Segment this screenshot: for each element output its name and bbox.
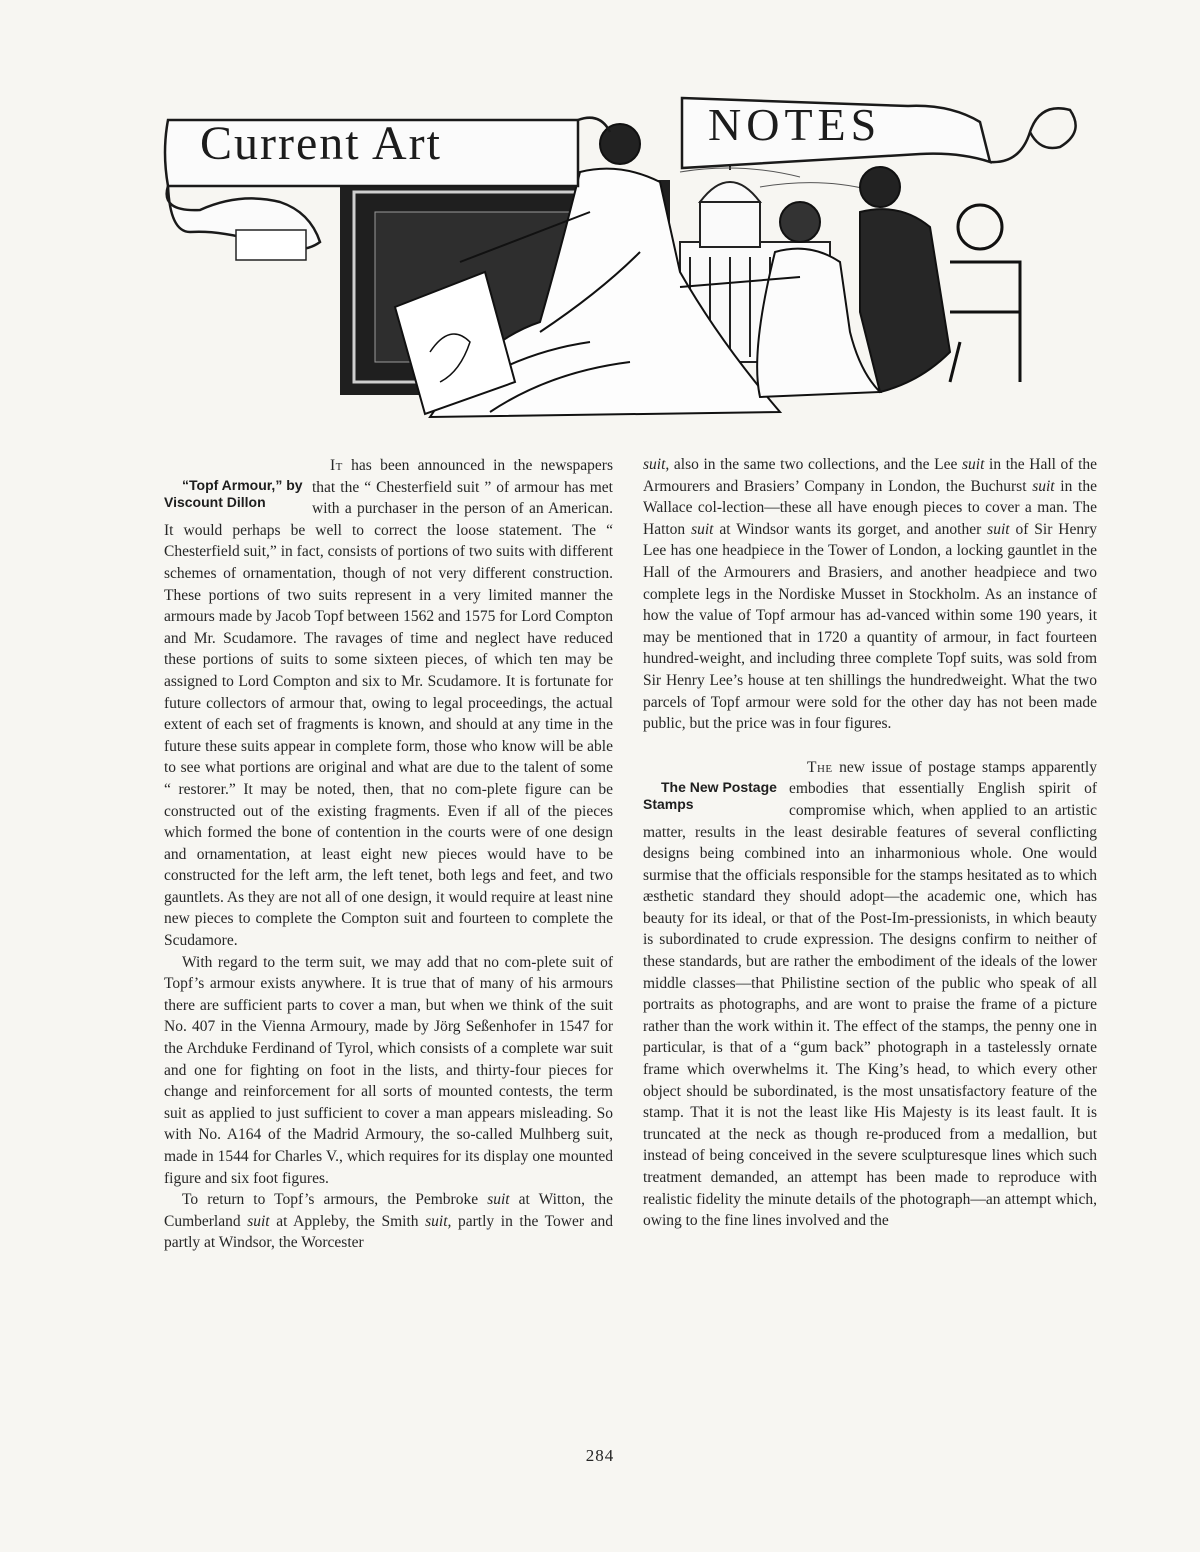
paragraph-text: new issue of postage stamps apparently embodies that essentially English spirit of compromise which, when applied to an artistic matter, results in the least desirable features of several conflicting designs being combined into an inharmonious whole. One would surmise that the officials responsible for the stamps hesitated as to which æsthetic standard they should adopt—the academic one, which has beauty for its ideal, or that of the Post-Im-pressionists, in which beauty is subordinated to crude expression. The designs confirm to neither of these standards, but are rather the embodiment of the ideals of the lower middle classes—that Philistine section of the public who speak of all portraits as photographs, and are wont to praise the frame of a picture rather than the work within it. The effect of the stamps, the penny one in particular, is that of a “gum back” photograph in a tastelessly ornate frame which overwhelms it. The King’s head, to which every other object should be subordinated, is the most unsatisfactory feature of the stamp. That it is not the least like His Majesty is its least fault. It is truncated at the neck as though re-produced from a medallion, but instead of being conceived in the severe sculpturesque lines which such treatment demanded, an attempt has been made to reproduce with realistic fidelity the minute details of the photograph—an attempt which, owing to the fine lines involved and the: [643, 758, 1097, 1230]
chair: [950, 205, 1020, 382]
standing-woman-figure: [860, 167, 950, 392]
paragraph-text: in the Wallace col-lection—these all have enough pieces to cover a man. The Hatton: [643, 477, 1097, 538]
article-paragraph: [643, 454, 1097, 735]
signature-box: [236, 230, 306, 260]
left-column: [164, 455, 613, 1254]
paragraph-text: at Windsor wants its gorget, and another: [713, 520, 988, 538]
paragraph-text: has been announced in the newspapers that the “ Chesterfield suit ” of armour has met with a purchaser in the person of an American. It would perhaps be well to correct the loose statement. The “ Chesterfield suit,” in fact, consists of portions of two suits with different schemes of ornamentation, though of not very different construction. These portions of two suits represent in a very limited manner the armours made by Jacob Topf between 1562 and 1575 for Lord Compton and Mr. Scudamore. The ravages of time and neglect have reduced these portions of suits to some sixteen pieces, of which ten may be assigned to Lord Compton and six to Mr. Scudamore. It is fortunate for future collectors of armour that, owing to legal proceedings, the actual extent of each set of fragments is known, and should at any time in the future these suits appear in complete form, those who know will be able to see what portions are original and what are due to the talent of some “ restorer.” It may be noted, then, that no com-plete figure can be constructed out of the existing fragments. Even if all of the pieces which formed the bone of contention in the courts were of one design and ornamentation, at least eight new pieces would have to be constructed for the left arm, the left tenet, both legs and feet, and two gauntlets. As they are not all of one design, it would require at least nine new pieces to complete the Compton suit and fourteen to complete the Scudamore.: [164, 457, 613, 950]
italic-word: suit: [691, 520, 714, 538]
paragraph-text: also in the same two collections, and the Lee: [669, 456, 963, 473]
page-number: 284: [585, 1446, 615, 1465]
italic-word: suit: [247, 1212, 270, 1230]
italic-word: suit: [487, 1191, 510, 1209]
paragraph-text: in the Hall of the Armourers and Brasiers’ Company in London, the Buchurst: [643, 456, 1098, 495]
sidenote-postage-stamps: The New Postage Stamps: [643, 778, 777, 812]
right-column: [643, 454, 1097, 1232]
article-paragraph: [164, 455, 613, 952]
section-gap: [643, 735, 1097, 757]
banner-title-left: Current Art: [200, 117, 442, 170]
italic-word: suit: [987, 520, 1010, 538]
paragraph-text: at Witton, the Cumberland: [164, 1191, 613, 1230]
banner-title-right: NOTES: [708, 99, 882, 150]
paragraph-text: With regard to the term suit, we may add that no com-plete suit of Topf’s armour exists anywhere. It is true that of many of his armours there are sufficient parts to cover a man, but when we think of the suit No. 407 in the Vienna Armoury, made by Jörg Seßenhofer in 1547 for the Archduke Ferdinand of Tyrol, which consists of a complete war suit and one for fighting on foot in the lists, and thirty-four pieces for change and reinforcement for all sorts of mounted contests, the term suit as applied to just sufficient to cover a man appears misleading. So with No. A164 of the Madrid Armoury, the so-called Mulhberg suit, made in 1544 for Charles V., which requires for its display one mounted figure and six foot figures.: [164, 953, 613, 1187]
italic-word: suit: [962, 456, 985, 473]
paragraph-text: To return to Topf’s armours, the Pembroke: [182, 1191, 488, 1209]
header-illustration: [160, 92, 1090, 422]
drop-lead: It: [330, 457, 343, 474]
sidenote-topf-armour: “Topf Armour,” by Viscount Dillon: [164, 477, 303, 510]
italic-word: suit,: [643, 456, 670, 473]
article-paragraph: [643, 757, 1097, 1232]
article-paragraph: [164, 1189, 613, 1254]
paragraph-text: at Appleby, the Smith: [269, 1212, 426, 1230]
article-paragraph: [164, 952, 613, 1190]
italic-word: suit: [1032, 477, 1055, 495]
drop-lead: The: [807, 758, 833, 776]
paragraph-text: of Sir Henry Lee has one headpiece in the Tower of London, a locking gauntlet in the Hall of the Armourers and Brasiers, and another headpiece and two complete legs in the Nordiske Musset in Stockholm. As an instance of how the value of Topf armour has ad-vanced within some 190 years, it may be mentioned that in 1720 a quantity of armour, in fact fourteen hundred-weight, and including three complete Topf suits, was sold from Sir Henry Lee’s house at ten shillings the hundredweight. What the two parcels of Topf armour were sold for the other day has not been made public, but the price was in four figures.: [643, 520, 1097, 733]
italic-word: suit,: [425, 1212, 452, 1230]
paragraph-text: partly in the Tower and partly at Windsor, the Worcester: [164, 1212, 613, 1252]
